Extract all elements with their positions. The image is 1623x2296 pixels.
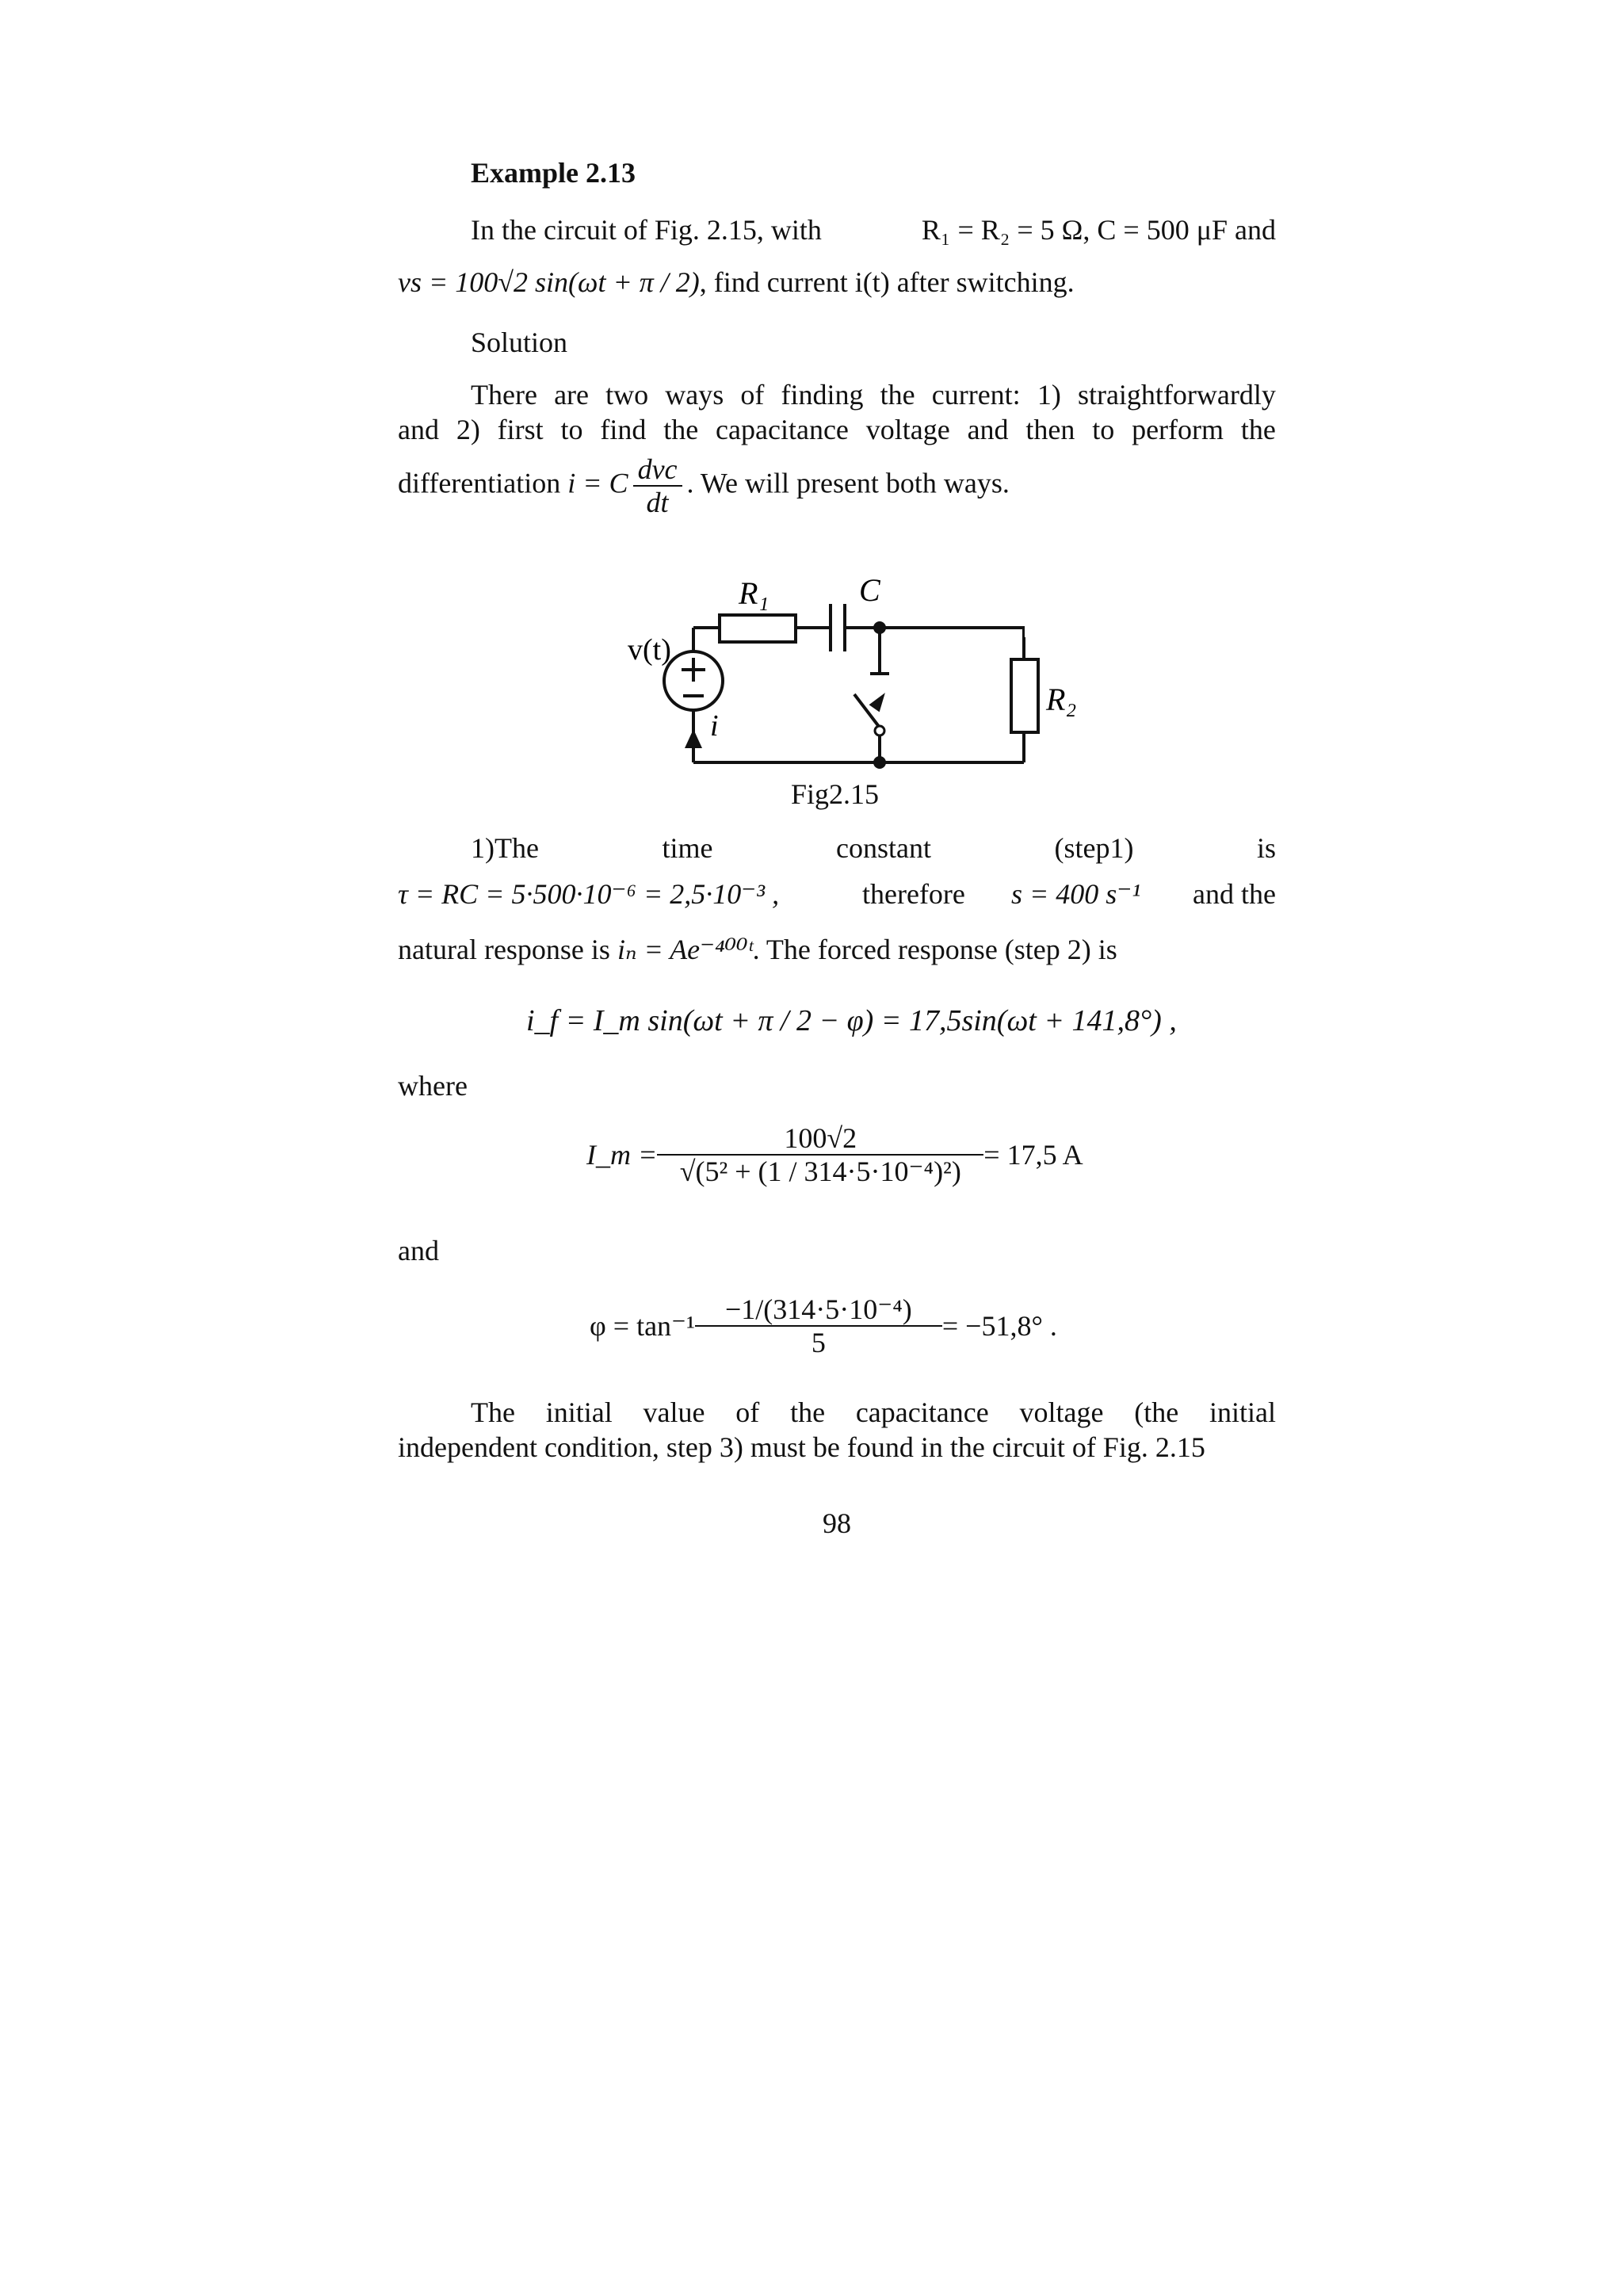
last-para-word: (the bbox=[1134, 1396, 1179, 1428]
step1-line-2-s bbox=[1011, 877, 1140, 911]
tau-equation: τ = RC = 5·500·10⁻⁶ = 2,5·10⁻³ , bbox=[398, 878, 780, 910]
last-para-word: initial bbox=[1209, 1396, 1276, 1428]
para1-word: There bbox=[471, 379, 537, 411]
node-bottom bbox=[873, 756, 886, 769]
para1-word: to bbox=[560, 414, 583, 445]
para1-word: perform bbox=[1132, 414, 1224, 445]
para1-word: the bbox=[880, 379, 915, 411]
para1-word: the bbox=[1240, 414, 1276, 445]
and-word: and bbox=[398, 1235, 439, 1266]
phi-fraction bbox=[700, 1293, 938, 1358]
last-para-word: The bbox=[471, 1396, 515, 1428]
label-i: i bbox=[710, 709, 719, 743]
im-num: 100√2 bbox=[657, 1122, 983, 1156]
para1-word: first bbox=[497, 414, 544, 445]
im-den: √(5² + (1 / 314·5·10⁻⁴)²) bbox=[679, 1156, 961, 1187]
wire-mask bbox=[1025, 618, 1086, 637]
last-para-line-1 bbox=[471, 1395, 1276, 1430]
step1-word: 1)The bbox=[471, 832, 539, 864]
para1-line-2 bbox=[398, 412, 1276, 447]
label-r2: R₂ bbox=[1046, 682, 1077, 717]
therefore-word: therefore bbox=[862, 878, 965, 910]
para1-word: ways bbox=[665, 379, 724, 411]
natural-intro: natural response is bbox=[398, 934, 610, 965]
last-para-word: value bbox=[643, 1396, 705, 1428]
example-title: Example 2.13 bbox=[471, 157, 636, 189]
para1-word: finding bbox=[781, 379, 864, 411]
phi-equation bbox=[590, 1293, 1057, 1358]
para1-line-1 bbox=[471, 377, 1276, 412]
last-para-word: of bbox=[735, 1396, 760, 1428]
differentiation-word: differentiation bbox=[398, 467, 561, 499]
label-c: C bbox=[859, 572, 880, 608]
im-equation bbox=[586, 1122, 1083, 1187]
step1-line-1 bbox=[471, 831, 1276, 865]
deriv-fraction bbox=[633, 453, 682, 518]
para1-word: 2) bbox=[456, 414, 480, 445]
im-lhs: I_m = bbox=[586, 1139, 658, 1171]
label-r1: R₁ bbox=[739, 575, 769, 611]
step1-word: constant bbox=[835, 832, 931, 864]
where-word: where bbox=[398, 1070, 468, 1102]
source-equation: vs = 100√2 sin(ωt + π / 2) bbox=[398, 266, 700, 298]
circuit-diagram bbox=[579, 555, 1086, 793]
phi-lhs: φ = tan⁻¹ bbox=[590, 1310, 695, 1342]
s-equation: s = 400 s⁻¹ bbox=[1011, 878, 1141, 910]
para1-word: are bbox=[554, 379, 590, 411]
solution-label: Solution bbox=[471, 327, 568, 358]
switch-blade bbox=[854, 694, 880, 728]
para1-word: straightforwardly bbox=[1077, 379, 1276, 411]
resistor-r1 bbox=[720, 615, 796, 642]
problem-end: , find current i(t) after switching. bbox=[699, 266, 1075, 298]
page-number: 98 bbox=[823, 1507, 851, 1539]
deriv-num: dvc bbox=[633, 453, 682, 487]
natural-end: . The forced response (step 2) is bbox=[752, 934, 1117, 965]
node-top bbox=[873, 621, 886, 634]
label-source: v(t) bbox=[628, 633, 671, 667]
para1-word: two bbox=[605, 379, 649, 411]
problem-params bbox=[922, 212, 1276, 247]
im-rhs: = 17,5 A bbox=[983, 1139, 1083, 1171]
switch-contact bbox=[875, 726, 884, 735]
para1-word: of bbox=[740, 379, 765, 411]
problem-intro: In the circuit of Fig. 2.15, with bbox=[471, 214, 822, 246]
switch-arrow bbox=[869, 690, 891, 712]
deriv-den: dt bbox=[646, 487, 669, 518]
last-para-line-2: independent condition, step 3) must be found in the circuit of Fig. 2.15 bbox=[398, 1431, 1205, 1463]
problem-line-1 bbox=[471, 212, 822, 247]
para1-word: current: bbox=[931, 379, 1021, 411]
forced-equation: i_f = I_m sin(ωt + π / 2 − φ) = 17,5sin(ωt + 141,8°) , bbox=[526, 1004, 1177, 1037]
problem-line-2 bbox=[398, 265, 1075, 300]
params-text: R₁ = R₂ = 5 Ω, C = 500 μF and bbox=[921, 214, 1276, 246]
para1-word: 1) bbox=[1037, 379, 1061, 411]
and-the: and the bbox=[1193, 878, 1276, 910]
phi-den: 5 bbox=[811, 1327, 826, 1358]
last-para-word: initial bbox=[545, 1396, 613, 1428]
para1-end: . We will present both ways. bbox=[686, 467, 1010, 499]
phi-rhs: = −51,8° . bbox=[941, 1310, 1057, 1342]
para1-word: and bbox=[967, 414, 1009, 445]
step1-word: is bbox=[1256, 832, 1276, 864]
last-para-word: capacitance bbox=[855, 1396, 989, 1428]
last-para-word: the bbox=[790, 1396, 826, 1428]
step1-line-2 bbox=[398, 877, 779, 911]
current-arrow bbox=[685, 729, 702, 748]
para1-word: the bbox=[663, 414, 699, 445]
para1-word: capacitance bbox=[716, 414, 849, 445]
last-para-word: voltage bbox=[1019, 1396, 1104, 1428]
step1-word: time bbox=[662, 832, 713, 864]
step1-line-2-mid bbox=[862, 877, 965, 911]
para1-word: find bbox=[600, 414, 647, 445]
para1-word: to bbox=[1092, 414, 1115, 445]
para1-word: then bbox=[1025, 414, 1075, 445]
phi-num: −1/(314·5·10⁻⁴) bbox=[695, 1293, 942, 1327]
para1-line-3 bbox=[398, 453, 1010, 518]
im-fraction bbox=[662, 1122, 979, 1187]
natural-equation: iₙ = Ae⁻⁴⁰⁰ᵗ bbox=[617, 934, 753, 965]
para1-word: voltage bbox=[865, 414, 950, 445]
step1-word: (step1) bbox=[1054, 832, 1134, 864]
resistor-r2 bbox=[1011, 659, 1038, 732]
deriv-lhs: i = C bbox=[567, 467, 628, 499]
figure-caption: Fig2.15 bbox=[791, 778, 880, 810]
step1-line-2-end bbox=[1193, 877, 1276, 911]
step1-line-3 bbox=[398, 932, 1117, 967]
para1-word: and bbox=[398, 414, 439, 445]
